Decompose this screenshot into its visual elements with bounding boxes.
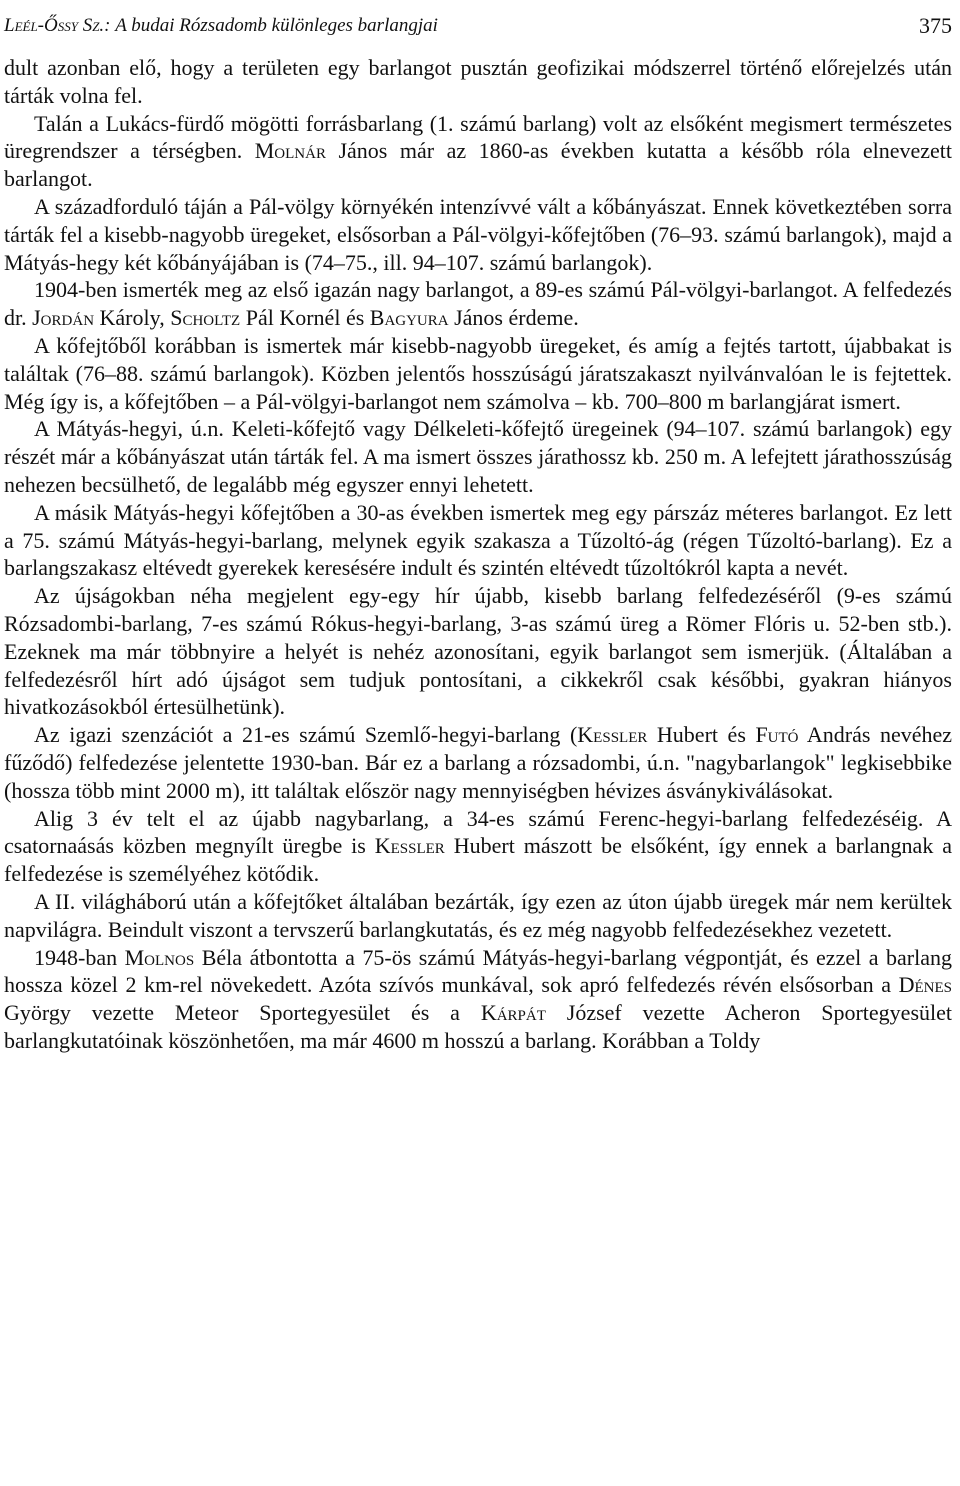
page-number: 375 <box>919 13 952 38</box>
paragraph <box>4 944 952 1055</box>
paragraph-text: Hubert és <box>647 722 756 748</box>
person-name: Jordán <box>32 305 95 331</box>
running-header <box>4 6 952 46</box>
header-author: Leél-Őssy Sz.: <box>4 15 111 36</box>
paragraph-text: A századforduló táján a Pál-völgy környékén intenzívvé vált a kőbányászat. Ennek következtében sorra tárták fel a kisebb-nagyobb üregeket, elsősorban a Pál-völgyi-kőfejtőben (76–93. számú barlangok), majd a Mátyás-hegy két kőbányájában is (74–75., ill. 94–107. számú barlangok). <box>4 193 952 275</box>
paragraph <box>4 499 952 582</box>
paragraph-text: János már az 1860-as években kutatta a később róla elnevezett barlangot. <box>4 138 952 192</box>
person-name: Molnár <box>254 138 326 164</box>
paragraph-text: Az újságokban néha megjelent egy-egy hír újabb, kisebb barlang felfedezéséről (9-es számú Rózsadombi-barlang, 7-es számú Rókus-hegyi-barlang, 3-as számú üreg a Römer Flóris u. 52-ben stb.). Ezeknek ma már többnyire a helyét is nehéz azonosítani, egyik barlangot sem ismerjük. (Általában a felfedezésről hírt adó újságot sem tudjuk pontosítani, a cikkekről csak későbbi, gyakran hiányos hivatkozásokból értesülhetünk). <box>4 583 952 720</box>
person-name: Kessler <box>577 722 648 748</box>
paragraph <box>4 888 952 944</box>
person-name: Dénes <box>898 972 952 998</box>
paragraph-text: A II. világháború után a kőfejtőket általában bezárták, így ezen az úton újabb üregek már nem kerültek napvilágra. Beindult viszont a tervszerű barlangkutatás, és ez még nagyobb felfedezésekhez vezetett. <box>4 888 952 942</box>
paragraph-text: A másik Mátyás-hegyi kőfejtőben a 30-as években ismertek meg egy párszáz méteres barlangot. Ez lett a 75. számú Mátyás-hegyi-barlang, melynek egyik szakasza a Tűzoltó-ág (régen Tűzoltó-barlang). Ez a barlangszakasz eltévedt gyerekek keresésére indult és szintén eltévedt tűzoltókról kapta a nevét. <box>4 499 952 581</box>
paragraph-text: János érdeme. <box>448 305 579 331</box>
person-name: Bagyura <box>369 305 449 331</box>
paragraph-text: András nevéhez fűződő) felfedezése jelentette 1930-ban. Bár ez a barlang a rózsadombi, ú.n. "nagybarlangok" legkisebbike (hossza több mint 2000 m), itt találtak először nagy mennyiségben hévizes ásványkiválásokat. <box>4 722 952 803</box>
paragraph-text: 1904-ben ismerték meg az első igazán nagy barlangot, a 89-es számú Pál-völgyi-barlangot. A felfedezés dr. <box>4 277 952 331</box>
paragraph <box>4 721 952 804</box>
paragraph <box>4 276 952 332</box>
paragraph-text: A Mátyás-hegyi, ú.n. Keleti-kőfejtő vagy Délkeleti-kőfejtő üregeinek (94–107. számú barlangok) egy részét már a kőbányászat után tárták fel. A ma ismert összes járathossz kb. 250 m. A lefejtett járathosszúság nehezen becsülhető, de legalább még egyszer ennyi lehetett. <box>4 416 952 497</box>
header-title: A budai Rózsadomb különleges barlangjai <box>115 15 438 36</box>
person-name: Molnos <box>124 944 195 970</box>
document-page <box>4 0 952 1486</box>
paragraph <box>4 54 952 110</box>
paragraph-text: Alig 3 év telt el az újabb nagybarlang, a 34-es számú Ferenc-hegyi-barlang felfedezéséig. A csatornaásás közben megnyílt üregbe is <box>4 805 952 859</box>
paragraph-text: Pál Kornél és <box>240 305 370 331</box>
person-name: Scholtz <box>170 305 241 331</box>
paragraph-text: Hubert mászott be elsőként, így ennek a barlangnak a felfedezése is személyéhez kötődik. <box>4 833 952 887</box>
paragraph <box>4 415 952 498</box>
person-name: Kessler <box>374 833 445 859</box>
paragraph-text: Talán a Lukács-fürdő mögötti forrásbarlang (1. számú barlang) volt az elsőként megismert természetes üregrendszer a térségben. <box>4 110 952 164</box>
paragraph-text: dult azonban elő, hogy a területen egy barlangot pusztán geofizikai módszerrel történő előrejelzés után tárták volna fel. <box>4 55 952 108</box>
paragraph-text: Károly, <box>94 305 171 331</box>
paragraph-text: György vezette Meteor Sportegyesület és a <box>4 1000 481 1026</box>
paragraph <box>4 110 952 193</box>
paragraph-text: Béla átbontotta a 75-ös számú Mátyás-hegyi-barlang végpontját, és ezzel a barlang hossza közel 2 km-rel növekedett. Azóta szívós munkával, sok apró felfedezés révén elsősorban a <box>4 944 952 998</box>
body-text <box>4 54 952 1055</box>
paragraph <box>4 582 952 721</box>
person-name: Futó <box>755 722 799 748</box>
paragraph-text: 1948-ban <box>34 944 125 970</box>
paragraph-text: Az igazi szenzációt a 21-es számú Szemlő-hegyi-barlang ( <box>34 722 578 748</box>
paragraph <box>4 805 952 888</box>
paragraph-text: A kőfejtőből korábban is ismertek már kisebb-nagyobb üregeket, és amíg a fejtés tartott, újabbakat is találtak (76–88. számú barlangok). Közben jelentős hosszúságú járatszakaszt nyilvánvalóan le is fejtettek. Még így is, a kőfejtőben – a Pál-völgyi-barlangot nem számolva – kb. 700–800 m barlangjárat ismert. <box>4 332 952 414</box>
paragraph-text: József vezette Acheron Sportegyesület barlangkutatóinak köszönhetően, ma már 4600 m hosszú a barlang. Korábban a Toldy <box>4 1000 952 1053</box>
paragraph <box>4 193 952 276</box>
person-name: Kárpát <box>480 1000 546 1026</box>
paragraph <box>4 332 952 415</box>
